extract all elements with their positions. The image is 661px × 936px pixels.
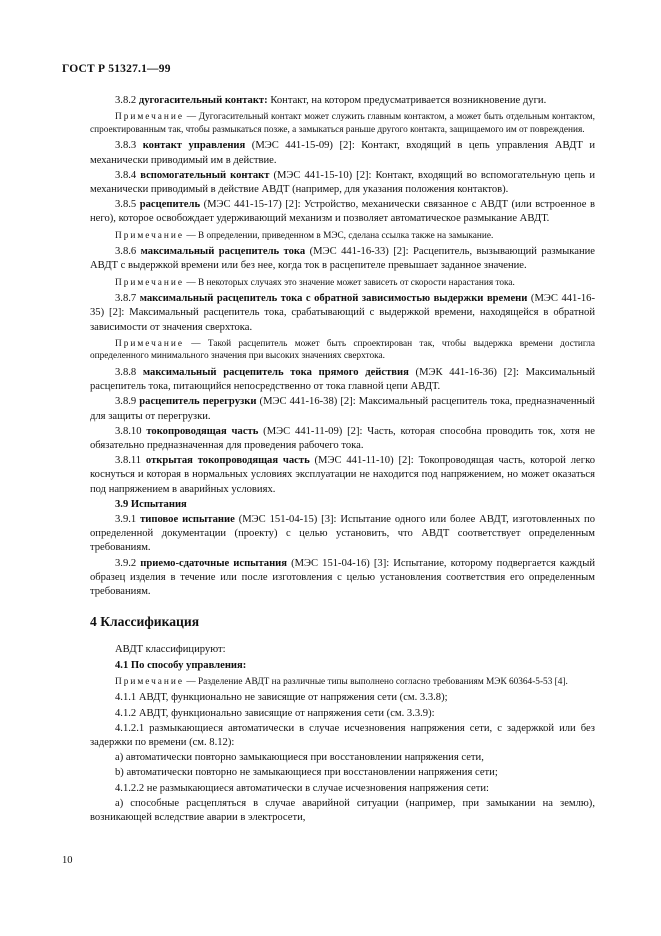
subheading: 4.1 По способу управления: bbox=[115, 659, 247, 671]
note bbox=[90, 277, 595, 290]
note-lead: Примечание bbox=[115, 277, 184, 288]
term-definition bbox=[90, 557, 595, 600]
term-number: 3.8.11 bbox=[115, 455, 142, 467]
term-text: (МЭС 441-15-10) [2]: Контакт, входящий во вспомогательную цепь и механически приводимый в действие АВДТ (например, для указания положения контактов). bbox=[90, 169, 595, 195]
term-name: расцепитель перегрузки bbox=[139, 396, 257, 408]
section-title: 4 Классификация bbox=[90, 614, 200, 630]
term-number: 3.8.4 bbox=[115, 169, 137, 181]
term-definition bbox=[90, 425, 595, 453]
note bbox=[90, 338, 595, 363]
subheading: 3.9 Испытания bbox=[115, 498, 187, 510]
note-text: — В некоторых случаях это значение может зависеть от скорости нарастания тока. bbox=[184, 277, 515, 288]
term-name: максимальный расцепитель тока прямого действия bbox=[142, 367, 409, 378]
term-number: 3.8.9 bbox=[115, 396, 137, 408]
note bbox=[90, 676, 595, 689]
term-definition bbox=[90, 454, 595, 497]
term-definition bbox=[90, 366, 595, 394]
term-definition bbox=[90, 395, 595, 423]
term-text: (МЭС 441-16-35) [2]: Максимальный расцепитель тока, срабатывающий с выдержкой времени, находящейся в обратной зависимости от значения сверхтока. bbox=[90, 293, 595, 333]
note-text: — Дугогасительный контакт может служить главным контактом, а может быть отдельным контактом, спроектированным так, чтобы размыкаться позже, а замыкаться раньше другого контакта, защищаемого им от повреждения. bbox=[90, 112, 595, 135]
note-lead: Примечание bbox=[115, 676, 184, 687]
term-number: 3.8.6 bbox=[115, 246, 137, 258]
paragraph: 4.1.1 АВДТ, функционально не зависящие от напряжения сети (см. 3.3.8); bbox=[115, 692, 448, 704]
term-name: максимальный расцепитель тока с обратной зависимостью выдержки времени bbox=[139, 293, 528, 305]
paragraph: 4.1.2.1 размыкающиеся автоматически в случае исчезновения напряжения сети, с задержкой или без задержки по времени (см. 8.12): bbox=[90, 722, 595, 749]
term-definition bbox=[90, 169, 595, 197]
term-name: расцепитель bbox=[139, 199, 201, 211]
note bbox=[90, 230, 595, 243]
paragraph: 4.1.2.2 не размыкающиеся автоматически в случае исчезновения напряжения сети: bbox=[115, 782, 489, 794]
term-text: (МЭС 441-16-38) [2]: Максимальный расцепитель тока, предназначенный для защиты от перегрузки. bbox=[90, 396, 595, 422]
note-lead: Примечание bbox=[115, 338, 184, 349]
term-number: 3.8.5 bbox=[115, 199, 137, 211]
document-header: ГОСТ Р 51327.1—99 bbox=[62, 63, 171, 75]
term-number: 3.9.1 bbox=[115, 514, 137, 526]
term-number: 3.8.7 bbox=[115, 293, 137, 305]
term-name: контакт управления bbox=[142, 140, 246, 152]
term-text: (МЭС 441-15-17) [2]: Устройство, механически связанное с АВДТ (или встроенное в него), которое освобождает удерживающий механизм и позволяет автоматическое размыкание АВДТ. bbox=[90, 199, 595, 225]
term-text: Контакт, на котором предусматривается возникновение дуги. bbox=[267, 95, 547, 106]
term-definition bbox=[90, 245, 595, 273]
term-text: (МЭС 151-04-16) [3]: Испытание, которому подвергается каждый образец изделия в течение или после изготовления с целью установления соответствия его определенным требованиям. bbox=[90, 557, 595, 598]
term-name: открытая токопроводящая часть bbox=[145, 455, 310, 467]
note-lead: Примечание bbox=[115, 112, 184, 123]
term-text: (МЭС 151-04-15) [3]: Испытание одного или более АВДТ, изготовленных по определенной документации (проекту) с целью установить, что АВДТ соответствует определенным требованиям. bbox=[90, 514, 595, 554]
term-number: 3.9.2 bbox=[115, 557, 137, 569]
term-text: (МЭС 441-16-33) [2]: Расцепитель, вызывающий размыкание АВДТ с выдержкой времени или без нее, когда ток в расцепителе превышает заданное значение. bbox=[90, 246, 595, 272]
term-definition bbox=[90, 513, 595, 556]
note bbox=[90, 111, 595, 136]
note-text: — В определении, приведенном в МЭС, сделана ссылка также на замыкание. bbox=[184, 230, 494, 241]
term-name: вспомогательный контакт bbox=[140, 169, 270, 181]
term-definition bbox=[90, 139, 595, 167]
term-number: 3.8.3 bbox=[115, 140, 137, 152]
term-definition bbox=[90, 198, 595, 226]
term-name: токопроводящая часть bbox=[146, 425, 259, 437]
paragraph: b) автоматически повторно не замыкающиеся при восстановлении напряжения сети; bbox=[115, 767, 498, 779]
term-name: типовое испытание bbox=[140, 514, 235, 526]
term-number: 3.8.2 bbox=[115, 95, 137, 106]
term-name: максимальный расцепитель тока bbox=[140, 246, 306, 258]
term-text: (МЭС 441-15-09) [2]: Контакт, входящий в цепь управления АВДТ и механически приводимый им в действие. bbox=[90, 140, 595, 166]
page-number: 10 bbox=[62, 855, 73, 866]
term-name: дугогасительный контакт: bbox=[138, 95, 268, 106]
term-number: 3.8.10 bbox=[115, 425, 142, 437]
paragraph: 4.1.2 АВДТ, функционально зависящие от напряжения сети (см. 3.3.9): bbox=[115, 707, 435, 719]
term-text: (МЭС 441-11-10) [2]: Токопроводящая часть, которой легко коснуться и которая в нормальных условиях эксплуатации не находится под напряжением, но может оказаться под напряжением в аварийных условиях. bbox=[90, 455, 596, 495]
term-number: 3.8.8 bbox=[115, 367, 137, 378]
paragraph: АВДТ классифицируют: bbox=[115, 644, 226, 656]
term-definition bbox=[90, 292, 595, 335]
note-text: — Разделение АВДТ на различные типы выполнено согласно требованиям МЭК 60364-5-53 [4]. bbox=[184, 676, 568, 687]
document-body bbox=[90, 94, 595, 826]
paragraph: a) способные расцепляться в случае аварийной ситуации (например, при замыкании на землю), возникающей вследствие аварии в электросети, bbox=[90, 797, 595, 824]
term-text: (МЭК 441-16-36) [2]: Максимальный расцепитель тока, питающийся непосредственно от тока главной цепи АВДТ. bbox=[90, 367, 595, 393]
term-definition bbox=[90, 94, 595, 108]
note-text: — Такой расцепитель может быть спроектирован так, чтобы выдержка времени достигла определенного минимального значения при высоких значениях сверхтока. bbox=[90, 338, 595, 362]
term-name: приемо-сдаточные испытания bbox=[140, 557, 288, 569]
note-lead: Примечание bbox=[115, 230, 184, 241]
paragraph: a) автоматически повторно замыкающиеся при восстановлении напряжения сети, bbox=[115, 752, 484, 764]
term-text: (МЭС 441-11-09) [2]: Часть, которая способна проводить ток, хотя не обязательно предназначенная для проведения рабочего тока. bbox=[90, 425, 595, 452]
